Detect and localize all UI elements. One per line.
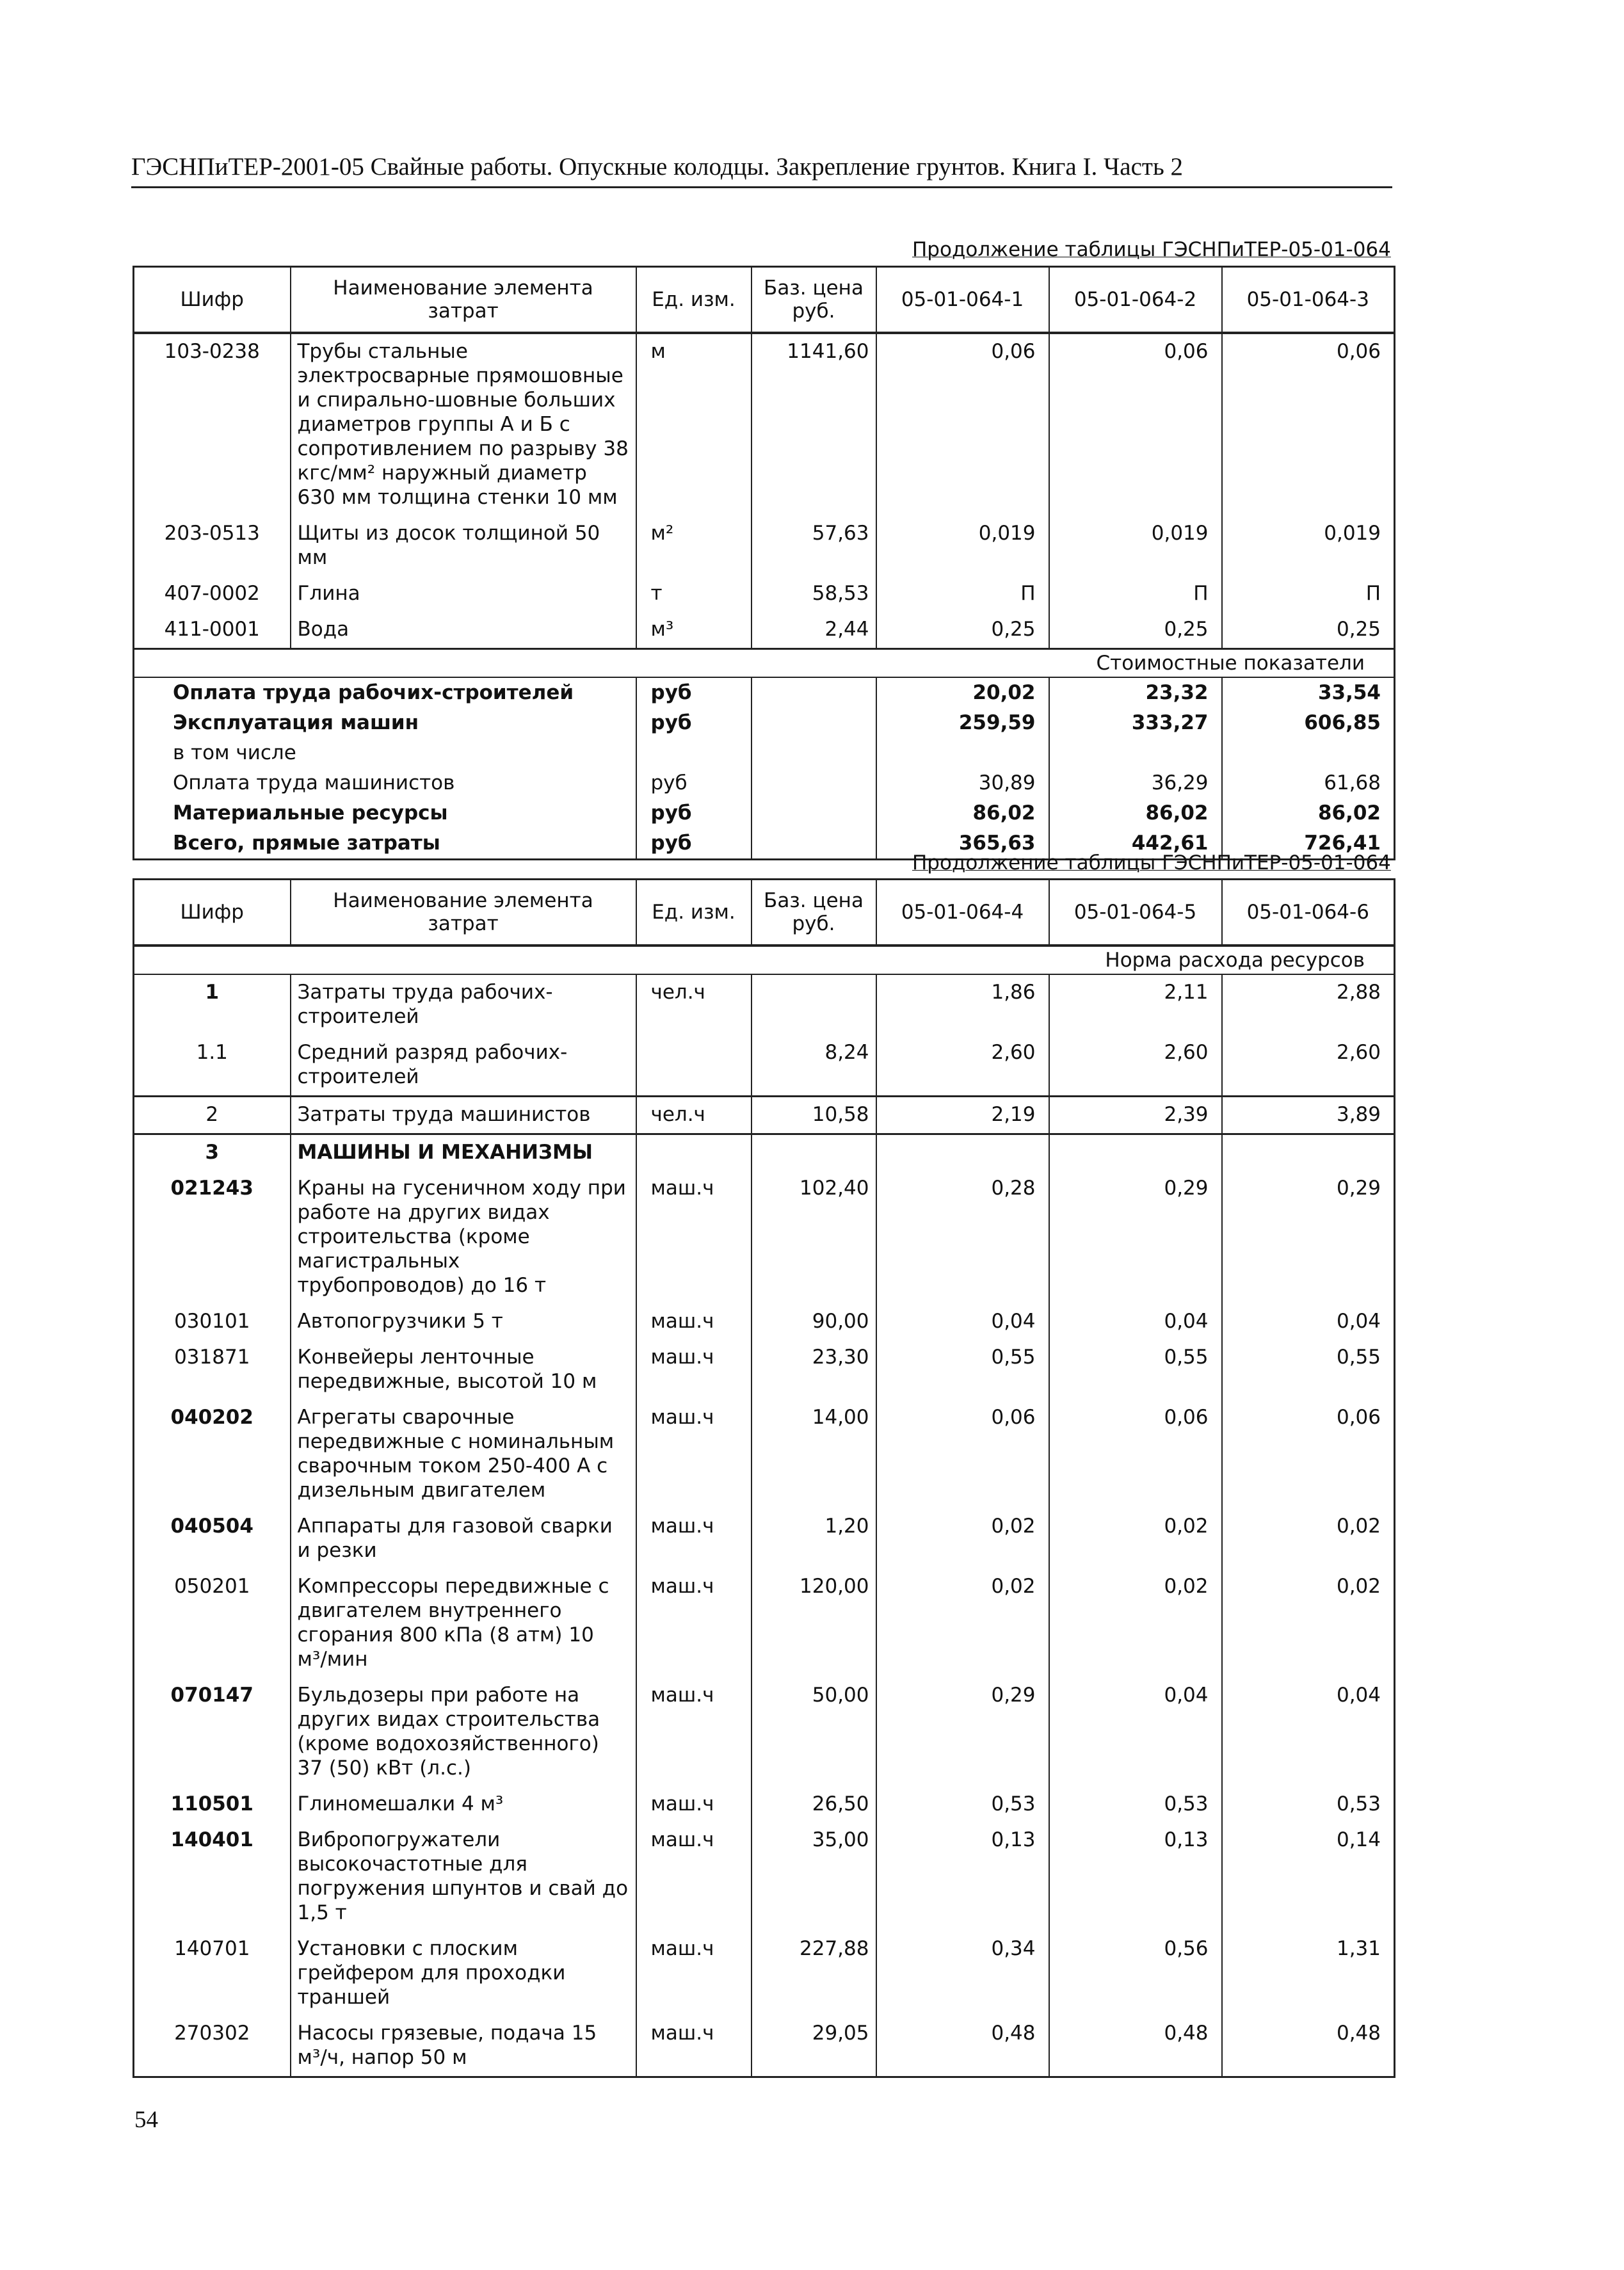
cell-value: 0,56 [1049, 1931, 1222, 2016]
cell-value: 0,02 [1222, 1569, 1395, 1678]
cell-price: 120,00 [752, 1569, 876, 1678]
cell-price [752, 1134, 876, 1171]
cell-name: Аппараты для газовой сварки и резки [291, 1509, 636, 1569]
summary-row [134, 708, 1395, 738]
summary-value: 606,85 [1222, 708, 1395, 738]
cell-value: 0,25 [1049, 612, 1222, 649]
cell-value: 2,60 [876, 1035, 1049, 1097]
cell-unit: маш.ч [636, 1171, 752, 1304]
table-row [134, 333, 1395, 516]
cell-unit: маш.ч [636, 1823, 752, 1931]
table-row [134, 974, 1395, 1035]
table2-section-label-row [134, 946, 1395, 974]
col-header-2: 05-01-064-2 [1049, 267, 1222, 334]
summary-row [134, 738, 1395, 768]
summary-value: 20,02 [876, 677, 1049, 708]
page-number: 54 [134, 2107, 158, 2133]
table-row [134, 1097, 1395, 1134]
summary-row [134, 798, 1395, 828]
col-header-code: Шифр [134, 880, 291, 946]
summary-name: Эксплуатация машин [134, 708, 636, 738]
summary-name: Всего, прямые затраты [134, 828, 636, 860]
cell-code: 021243 [134, 1171, 291, 1304]
cell-name: Конвейеры ленточные передвижные, высотой 10 м [291, 1340, 636, 1400]
cell-name: Щиты из досок толщиной 50 мм [291, 516, 636, 576]
cell-value: П [1222, 576, 1395, 612]
cell-value: 0,04 [1222, 1304, 1395, 1340]
cell-code: 030101 [134, 1304, 291, 1340]
cell-value: 0,29 [1222, 1171, 1395, 1304]
cell-code: 1.1 [134, 1035, 291, 1097]
cell-code: 407-0002 [134, 576, 291, 612]
col-header-name: Наименование элемента затрат [291, 267, 636, 334]
table-row [134, 1171, 1395, 1304]
cell-unit: чел.ч [636, 1097, 752, 1134]
cell-unit: маш.ч [636, 1678, 752, 1787]
table1 [133, 266, 1395, 860]
summary-value: 61,68 [1222, 768, 1395, 798]
cell-price: 23,30 [752, 1340, 876, 1400]
cell-code: 3 [134, 1134, 291, 1171]
summary-value: 23,32 [1049, 677, 1222, 708]
summary-value: 36,29 [1049, 768, 1222, 798]
cell-unit: маш.ч [636, 1340, 752, 1400]
cell-unit: маш.ч [636, 1569, 752, 1678]
cell-code: 110501 [134, 1787, 291, 1823]
summary-value: 86,02 [1049, 798, 1222, 828]
cell-name: Трубы стальные электросварные прямошовные и спирально-шовные больших диаметров группы А и Б с сопротивлением по разрыву 38 кгс/мм² наружный диаметр 630 мм толщина стенки 10 мм [291, 333, 636, 516]
table2-header-row [134, 880, 1395, 946]
cell-value: 0,02 [1222, 1509, 1395, 1569]
cell-code: 140401 [134, 1823, 291, 1931]
cell-name: Бульдозеры при работе на других видах строительства (кроме водохозяйственного) 37 (50) кВт (л.с.) [291, 1678, 636, 1787]
summary-unit [636, 738, 752, 768]
col-header-5: 05-01-064-5 [1049, 880, 1222, 946]
cell-unit: м³ [636, 612, 752, 649]
table-row [134, 1134, 1395, 1171]
summary-unit: руб [636, 677, 752, 708]
cell-price: 50,00 [752, 1678, 876, 1787]
summary-unit: руб [636, 708, 752, 738]
cell-name: Установки с плоским грейфером для проходки траншей [291, 1931, 636, 2016]
table-row [134, 576, 1395, 612]
cell-name: Затраты труда машинистов [291, 1097, 636, 1134]
cell-value: 2,19 [876, 1097, 1049, 1134]
cell-value [1049, 1134, 1222, 1171]
cell-value: 0,13 [1049, 1823, 1222, 1931]
cell-unit [636, 1134, 752, 1171]
table-row [134, 1400, 1395, 1509]
cell-value: 2,60 [1049, 1035, 1222, 1097]
cell-price: 35,00 [752, 1823, 876, 1931]
page-header: ГЭСНПиТЕР-2001-05 Свайные работы. Опускные колодцы. Закрепление грунтов. Книга I. Часть 2 [131, 152, 1392, 188]
summary-price-empty [752, 677, 876, 708]
cell-name: Автопогрузчики 5 т [291, 1304, 636, 1340]
summary-row [134, 768, 1395, 798]
cell-value: 2,88 [1222, 974, 1395, 1035]
table1-caption: Продолжение таблицы ГЭСНПиТЕР-05-01-064 [912, 238, 1391, 261]
cell-value: 0,02 [876, 1509, 1049, 1569]
summary-value: 86,02 [876, 798, 1049, 828]
cell-value: 0,48 [1049, 2016, 1222, 2077]
cell-unit [636, 1035, 752, 1097]
cell-unit: маш.ч [636, 1304, 752, 1340]
cell-name: Агрегаты сварочные передвижные с номинальным сварочным током 250-400 А с дизельным двигателем [291, 1400, 636, 1509]
table-row [134, 1509, 1395, 1569]
cell-code: 050201 [134, 1569, 291, 1678]
table-row [134, 1035, 1395, 1097]
cell-value: 0,13 [876, 1823, 1049, 1931]
cell-value: 0,55 [1222, 1340, 1395, 1400]
cell-price: 29,05 [752, 2016, 876, 2077]
col-header-price: Баз. цена руб. [752, 267, 876, 334]
table2-caption: Продолжение таблицы ГЭСНПиТЕР-05-01-064 [912, 851, 1391, 874]
table-row [134, 1823, 1395, 1931]
cell-value [876, 1134, 1049, 1171]
cell-price: 227,88 [752, 1931, 876, 2016]
summary-value: 86,02 [1222, 798, 1395, 828]
cell-value: 0,06 [1222, 1400, 1395, 1509]
cell-value: 3,89 [1222, 1097, 1395, 1134]
summary-row [134, 677, 1395, 708]
cell-price: 90,00 [752, 1304, 876, 1340]
summary-name: Оплата труда рабочих-строителей [134, 677, 636, 708]
summary-unit: руб [636, 798, 752, 828]
summary-name: Оплата труда машинистов [134, 768, 636, 798]
cell-value: 0,25 [1222, 612, 1395, 649]
cell-value: 0,25 [876, 612, 1049, 649]
cell-price: 14,00 [752, 1400, 876, 1509]
cell-name: Глина [291, 576, 636, 612]
cell-value: 0,29 [876, 1678, 1049, 1787]
cell-value: 0,04 [1222, 1678, 1395, 1787]
cell-unit: маш.ч [636, 1400, 752, 1509]
cell-name: Краны на гусеничном ходу при работе на других видах строительства (кроме магистральных трубопроводов) до 16 т [291, 1171, 636, 1304]
table-row [134, 612, 1395, 649]
cell-value: 0,14 [1222, 1823, 1395, 1931]
col-header-4: 05-01-064-4 [876, 880, 1049, 946]
table-row [134, 2016, 1395, 2077]
cell-code: 140701 [134, 1931, 291, 2016]
cell-code: 203-0513 [134, 516, 291, 576]
cell-value: 1,31 [1222, 1931, 1395, 2016]
table1-section-label: Стоимостные показатели [134, 649, 1395, 678]
summary-value: 333,27 [1049, 708, 1222, 738]
summary-value: 726,41 [1222, 828, 1395, 860]
cell-value: 0,02 [1049, 1569, 1222, 1678]
col-header-unit: Ед. изм. [636, 880, 752, 946]
cell-value: 0,04 [1049, 1678, 1222, 1787]
cell-code: 040504 [134, 1509, 291, 1569]
summary-unit: руб [636, 768, 752, 798]
cell-price: 58,53 [752, 576, 876, 612]
cell-value: 0,53 [876, 1787, 1049, 1823]
cell-value [1222, 1134, 1395, 1171]
cell-price: 8,24 [752, 1035, 876, 1097]
cell-name: Средний разряд рабочих-строителей [291, 1035, 636, 1097]
cell-value: 0,48 [1222, 2016, 1395, 2077]
summary-value: 259,59 [876, 708, 1049, 738]
summary-price-empty [752, 828, 876, 860]
cell-unit: маш.ч [636, 2016, 752, 2077]
cell-unit: маш.ч [636, 1931, 752, 2016]
cell-unit: м² [636, 516, 752, 576]
cell-unit: т [636, 576, 752, 612]
cell-value: 0,04 [1049, 1304, 1222, 1340]
cell-value: П [1049, 576, 1222, 612]
summary-value: 30,89 [876, 768, 1049, 798]
cell-value: 0,06 [1222, 333, 1395, 516]
cell-unit: м [636, 333, 752, 516]
cell-price: 2,44 [752, 612, 876, 649]
table-row [134, 1678, 1395, 1787]
col-header-6: 05-01-064-6 [1222, 880, 1395, 946]
cell-value: 0,53 [1222, 1787, 1395, 1823]
cell-value: 1,86 [876, 974, 1049, 1035]
cell-name: Глиномешалки 4 м³ [291, 1787, 636, 1823]
table2-section-label: Норма расхода ресурсов [134, 946, 1395, 974]
summary-value [876, 738, 1049, 768]
cell-value: П [876, 576, 1049, 612]
col-header-unit: Ед. изм. [636, 267, 752, 334]
cell-code: 040202 [134, 1400, 291, 1509]
table1-header-row [134, 267, 1395, 334]
cell-name: Вода [291, 612, 636, 649]
summary-value: 442,61 [1049, 828, 1222, 860]
col-header-code: Шифр [134, 267, 291, 334]
summary-price-empty [752, 768, 876, 798]
cell-value: 0,34 [876, 1931, 1049, 2016]
cell-name: Затраты труда рабочих-строителей [291, 974, 636, 1035]
table1-section-label-row [134, 649, 1395, 678]
cell-value: 0,02 [1049, 1509, 1222, 1569]
cell-price [752, 974, 876, 1035]
cell-price: 57,63 [752, 516, 876, 576]
summary-price-empty [752, 798, 876, 828]
cell-price: 102,40 [752, 1171, 876, 1304]
table-row [134, 516, 1395, 576]
summary-price-empty [752, 738, 876, 768]
col-header-price: Баз. цена руб. [752, 880, 876, 946]
summary-name: в том числе [134, 738, 636, 768]
cell-value: 0,29 [1049, 1171, 1222, 1304]
col-header-3: 05-01-064-3 [1222, 267, 1395, 334]
table2 [133, 878, 1395, 2078]
cell-code: 2 [134, 1097, 291, 1134]
cell-value: 0,04 [876, 1304, 1049, 1340]
table-row [134, 1304, 1395, 1340]
summary-value [1222, 738, 1395, 768]
cell-unit: маш.ч [636, 1787, 752, 1823]
col-header-name: Наименование элемента затрат [291, 880, 636, 946]
summary-name: Материальные ресурсы [134, 798, 636, 828]
cell-code: 411-0001 [134, 612, 291, 649]
summary-value [1049, 738, 1222, 768]
cell-code: 070147 [134, 1678, 291, 1787]
cell-value: 0,55 [876, 1340, 1049, 1400]
cell-value: 0,06 [876, 1400, 1049, 1509]
table-row [134, 1787, 1395, 1823]
cell-code: 103-0238 [134, 333, 291, 516]
cell-value: 0,55 [1049, 1340, 1222, 1400]
cell-price: 26,50 [752, 1787, 876, 1823]
cell-value: 0,019 [876, 516, 1049, 576]
cell-name: Насосы грязевые, подача 15 м³/ч, напор 50 м [291, 2016, 636, 2077]
cell-price: 1141,60 [752, 333, 876, 516]
cell-value: 0,06 [1049, 333, 1222, 516]
table-row [134, 1340, 1395, 1400]
cell-unit: чел.ч [636, 974, 752, 1035]
cell-value: 2,60 [1222, 1035, 1395, 1097]
cell-name: Компрессоры передвижные с двигателем внутреннего сгорания 800 кПа (8 атм) 10 м³/мин [291, 1569, 636, 1678]
summary-price-empty [752, 708, 876, 738]
cell-value: 0,53 [1049, 1787, 1222, 1823]
cell-code: 031871 [134, 1340, 291, 1400]
cell-value: 0,06 [1049, 1400, 1222, 1509]
cell-name: МАШИНЫ И МЕХАНИЗМЫ [291, 1134, 636, 1171]
cell-value: 0,02 [876, 1569, 1049, 1678]
cell-name: Вибропогружатели высокочастотные для погружения шпунтов и свай до 1,5 т [291, 1823, 636, 1931]
cell-price: 10,58 [752, 1097, 876, 1134]
cell-code: 270302 [134, 2016, 291, 2077]
cell-code: 1 [134, 974, 291, 1035]
table-row [134, 1931, 1395, 2016]
summary-unit: руб [636, 828, 752, 860]
cell-unit: маш.ч [636, 1509, 752, 1569]
summary-value: 365,63 [876, 828, 1049, 860]
cell-value: 0,28 [876, 1171, 1049, 1304]
cell-value: 2,39 [1049, 1097, 1222, 1134]
cell-value: 0,019 [1049, 516, 1222, 576]
col-header-1: 05-01-064-1 [876, 267, 1049, 334]
cell-value: 2,11 [1049, 974, 1222, 1035]
cell-price: 1,20 [752, 1509, 876, 1569]
cell-value: 0,019 [1222, 516, 1395, 576]
cell-value: 0,06 [876, 333, 1049, 516]
table-row [134, 1569, 1395, 1678]
summary-value: 33,54 [1222, 677, 1395, 708]
cell-value: 0,48 [876, 2016, 1049, 2077]
